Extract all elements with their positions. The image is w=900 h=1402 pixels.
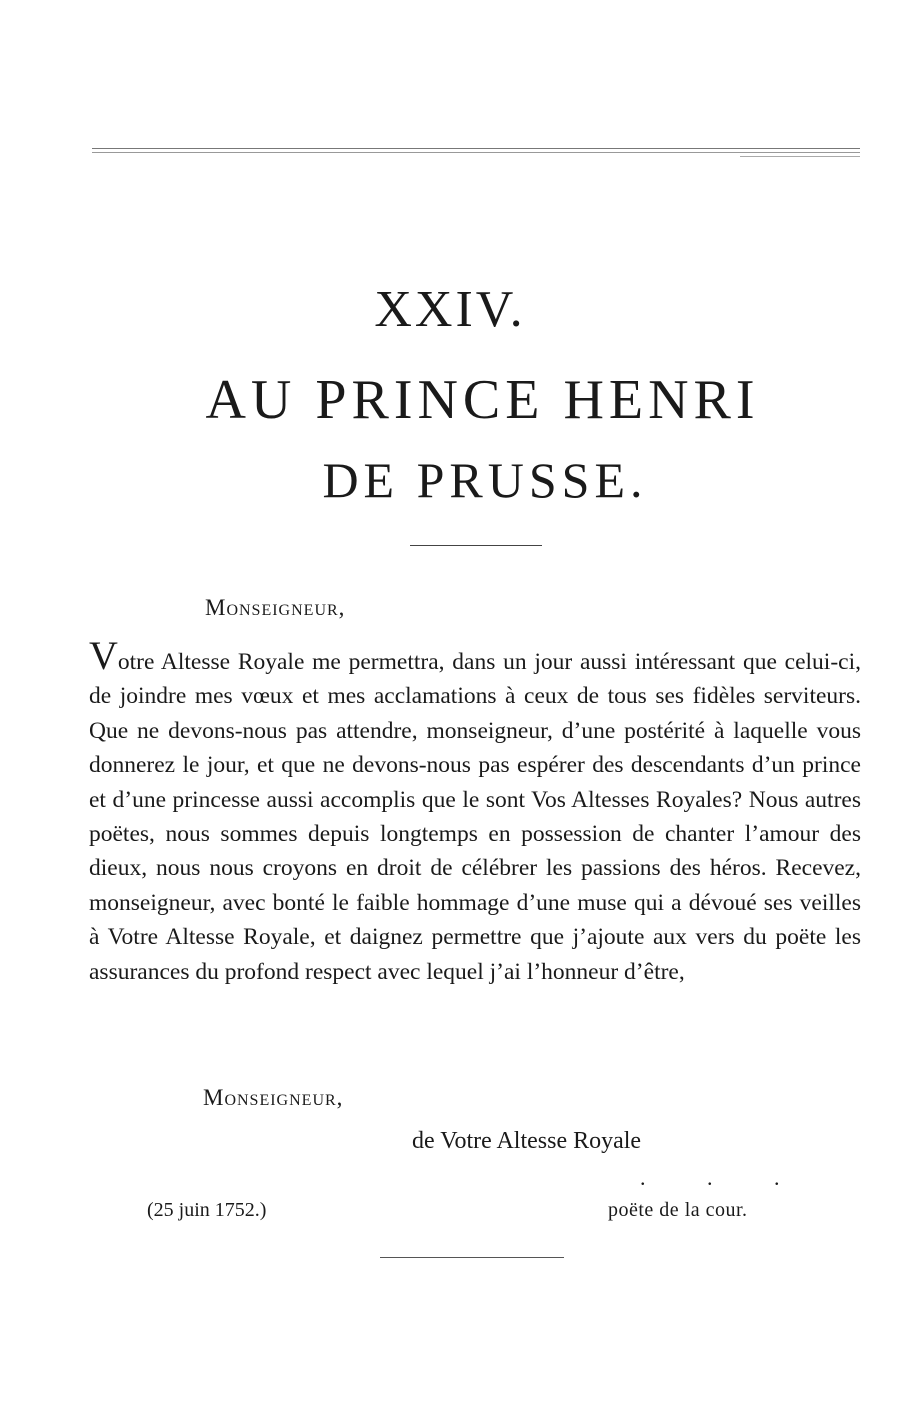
signature-ellipsis: . . . — [640, 1165, 808, 1190]
letter-body-text: otre Altesse Royale me permettra, dans un jour aussi intéressant que celui-ci, de joindre mes vœux et mes acclamations à ceux de tous ses fidèles serviteurs. Que ne devons-nous pas attendre, monseigneur, d’une postérité à laquelle vous donnerez le jour, et que ne devons-nous pas espérer des descendants d’un prince et d’une princesse aussi accomplis que le sont Vos Altesses Royales? Nous autres poëtes, nous sommes depuis longtemps en possession de chanter l’amour des dieux, nous nous croyons en droit de célébrer les passions des héros. Recevez, monseigneur, avec bonté le faible hommage d’une muse qui a dévoué ses veilles à Votre Altesse Royale, et daignez permettre que j’ajoute aux vers du poëte les assurances du profond respect avec lequel j’ai l’honneur d’être, — [89, 649, 861, 985]
rule-line — [92, 148, 860, 149]
letter-signature: poëte de la cour. — [608, 1199, 748, 1221]
top-decorative-rule — [92, 148, 860, 157]
chapter-number: XXIV. — [374, 281, 526, 338]
drop-cap: V — [89, 633, 118, 678]
title-divider — [410, 545, 542, 546]
closing-divider — [380, 1257, 564, 1258]
closing-salutation: Monseigneur, — [203, 1085, 344, 1110]
letter-salutation: Monseigneur, — [205, 595, 346, 620]
chapter-subtitle: DE PRUSSE. — [322, 452, 648, 508]
rule-line — [740, 156, 860, 157]
closing-line: de Votre Altesse Royale — [412, 1128, 642, 1154]
chapter-title: AU PRINCE HENRI — [205, 369, 760, 431]
rule-line — [92, 152, 860, 153]
letter-date: (25 juin 1752.) — [147, 1199, 267, 1221]
letter-body — [89, 633, 861, 989]
